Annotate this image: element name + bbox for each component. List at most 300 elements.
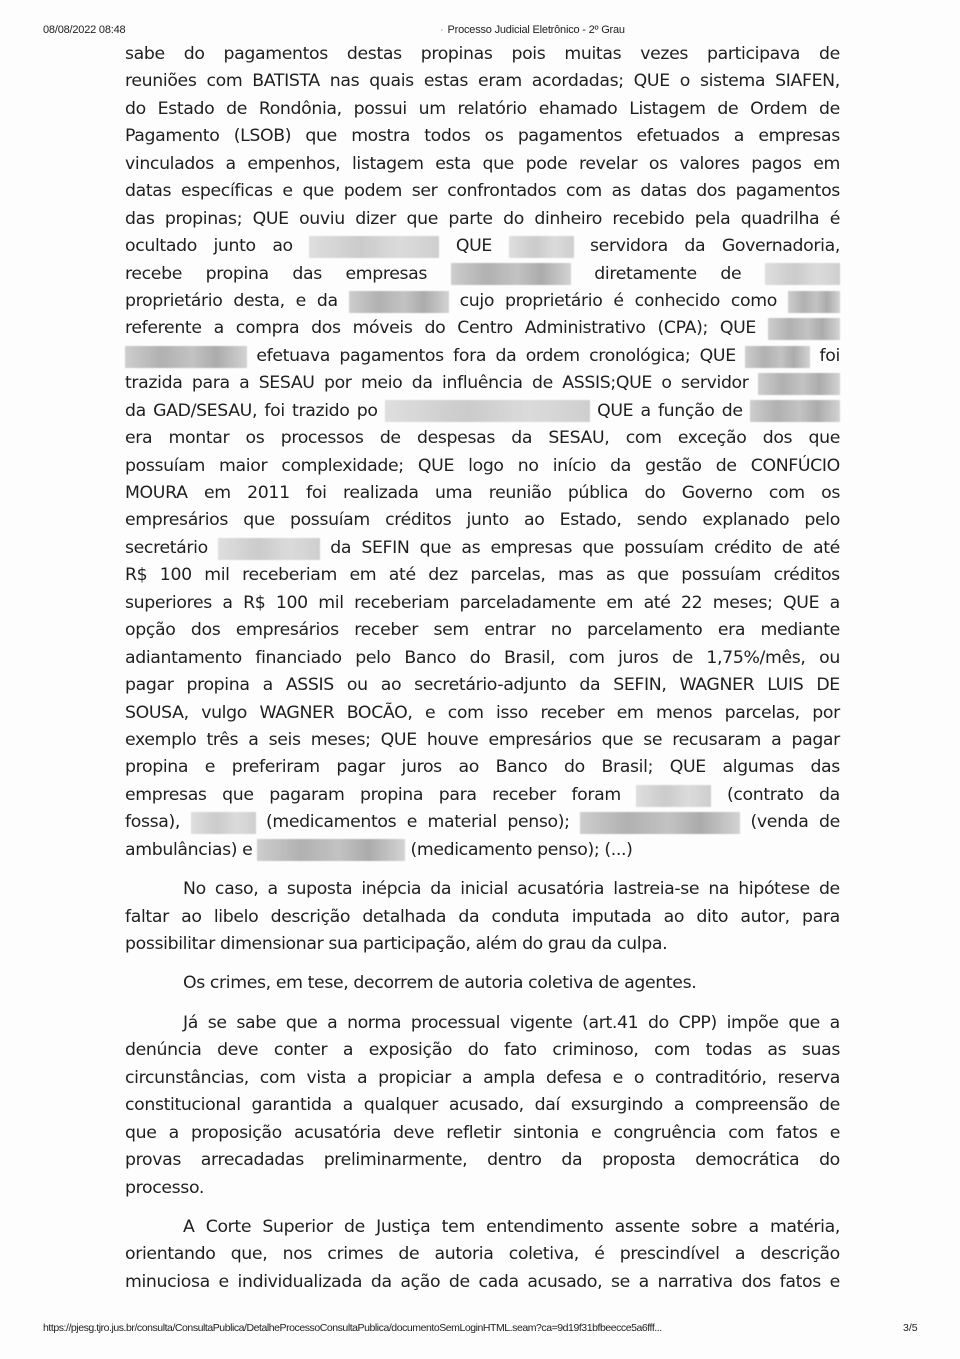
word: menos bbox=[655, 702, 713, 723]
text-line bbox=[125, 178, 840, 205]
word: superiores bbox=[125, 592, 212, 613]
word: dimensionar bbox=[220, 934, 324, 954]
word: a bbox=[168, 1122, 179, 1143]
word: a bbox=[262, 675, 273, 696]
page-header-title: · Processo Judicial Eletrônico - 2º Grau bbox=[440, 24, 625, 36]
word: o bbox=[679, 71, 690, 92]
word: (venda bbox=[750, 812, 809, 833]
word: a bbox=[342, 1040, 354, 1061]
word: estas bbox=[423, 71, 469, 92]
word: compra bbox=[235, 318, 300, 339]
word: de bbox=[721, 400, 743, 421]
word: GAD/SESAU, bbox=[153, 400, 258, 421]
word: esta bbox=[435, 153, 471, 174]
word: da bbox=[316, 290, 338, 311]
word: das bbox=[810, 757, 840, 778]
word: e bbox=[204, 757, 216, 778]
word: e bbox=[295, 290, 306, 311]
word: até bbox=[643, 592, 671, 613]
word: descrição bbox=[270, 906, 351, 927]
text-line bbox=[125, 1269, 840, 1296]
word: da bbox=[430, 879, 452, 900]
word: a bbox=[771, 729, 782, 750]
word: a bbox=[327, 1012, 338, 1033]
word: com bbox=[768, 483, 805, 503]
word: que bbox=[302, 181, 334, 202]
word: que bbox=[305, 126, 337, 147]
text-line bbox=[125, 233, 840, 260]
word: A bbox=[183, 1216, 195, 1237]
word: juros bbox=[401, 757, 442, 778]
word: SESAU bbox=[258, 373, 315, 394]
text-line bbox=[125, 782, 840, 809]
word: (LSOB) bbox=[233, 126, 292, 147]
word: do bbox=[424, 318, 446, 339]
word: caso, bbox=[214, 879, 259, 900]
word: de bbox=[379, 428, 401, 449]
word: a bbox=[734, 1244, 746, 1265]
word: SEFIN bbox=[361, 537, 410, 558]
word: todos bbox=[424, 126, 471, 147]
word: ocultado bbox=[125, 236, 197, 257]
word: pelo bbox=[804, 510, 840, 531]
word: narrativa bbox=[657, 1271, 733, 1292]
word: po bbox=[356, 400, 378, 421]
word: grau bbox=[547, 934, 587, 954]
word: da bbox=[330, 537, 352, 558]
word: sua bbox=[328, 934, 358, 954]
word: entrar bbox=[484, 620, 536, 641]
word: de bbox=[226, 98, 248, 119]
word: da bbox=[125, 400, 146, 421]
word: pagar bbox=[791, 729, 840, 750]
word: garantida bbox=[251, 1095, 332, 1116]
redacted-block bbox=[257, 839, 405, 861]
word: DE bbox=[816, 675, 840, 696]
word: a bbox=[225, 153, 236, 174]
word: foi bbox=[264, 400, 285, 421]
word: Corte bbox=[205, 1216, 252, 1237]
text-line bbox=[125, 480, 840, 507]
word: com bbox=[566, 181, 602, 202]
word: reserva bbox=[777, 1067, 840, 1088]
word: que bbox=[125, 1122, 157, 1143]
word: que bbox=[243, 510, 275, 531]
word: fora bbox=[453, 345, 487, 366]
word: defesa bbox=[545, 1067, 602, 1088]
word: de bbox=[717, 98, 739, 119]
text-line bbox=[125, 876, 840, 903]
word: Superior bbox=[262, 1216, 333, 1237]
text-line bbox=[125, 1175, 840, 1202]
word: processos bbox=[280, 428, 364, 449]
text-line bbox=[125, 672, 840, 699]
text-line bbox=[125, 645, 840, 672]
word: e bbox=[218, 1271, 229, 1292]
word: juros bbox=[618, 647, 659, 668]
word: e bbox=[242, 839, 253, 860]
word: do bbox=[819, 1150, 840, 1171]
word: até bbox=[812, 537, 840, 558]
word: participação, bbox=[362, 934, 471, 954]
word: Brasil; bbox=[601, 757, 654, 778]
word: QUE bbox=[633, 71, 670, 92]
word: função bbox=[657, 400, 715, 421]
text-line bbox=[125, 617, 840, 644]
word: destas bbox=[346, 44, 402, 64]
word: ampla bbox=[483, 1067, 536, 1088]
text-line bbox=[125, 425, 840, 452]
paragraph-spacing bbox=[125, 998, 840, 1010]
text-line bbox=[125, 1037, 840, 1064]
text-line bbox=[125, 123, 840, 150]
word: qualquer bbox=[363, 1095, 438, 1116]
word: maior bbox=[219, 455, 268, 476]
word: créditos bbox=[773, 565, 840, 586]
word: LUIS bbox=[767, 675, 804, 696]
word: parcelas, bbox=[724, 702, 800, 723]
word: propina bbox=[186, 675, 250, 696]
footer-url[interactable]: https://pjesg.tjro.jus.br/consulta/ConsultaPublica/DetalheProcessoConsultaPublica/documentoSemLoginHTML.seam?ca=9d19f31bfbeecce5a6fff... bbox=[43, 1322, 662, 1334]
redacted-block bbox=[636, 785, 711, 807]
word: proprietário bbox=[505, 290, 603, 311]
word: se bbox=[643, 729, 663, 750]
word: um bbox=[418, 98, 446, 119]
text-line bbox=[125, 837, 840, 864]
word: valores bbox=[679, 153, 740, 174]
word: participava bbox=[706, 44, 801, 64]
word: Banco bbox=[495, 757, 548, 778]
word: vulgo bbox=[201, 702, 247, 723]
redacted-block bbox=[218, 538, 320, 560]
word: tem bbox=[441, 1216, 475, 1237]
word: opção bbox=[125, 620, 176, 641]
word: pois bbox=[511, 44, 546, 64]
word: para bbox=[438, 784, 477, 805]
word: de bbox=[531, 373, 553, 394]
word: listagem bbox=[351, 153, 424, 174]
word: cronológica; bbox=[589, 345, 691, 366]
word: Listagem bbox=[629, 98, 706, 119]
word: empenhos, bbox=[247, 153, 341, 174]
word: dos bbox=[311, 318, 341, 339]
word: reuniões bbox=[125, 71, 197, 92]
word: do bbox=[522, 934, 543, 954]
word: sabe bbox=[236, 1012, 277, 1033]
redacted-block bbox=[309, 236, 439, 258]
word: ordem bbox=[525, 345, 580, 366]
word: ao bbox=[380, 675, 402, 696]
word: de bbox=[398, 1244, 420, 1265]
word: as bbox=[767, 1040, 787, 1061]
word: pagar bbox=[336, 757, 385, 778]
word: revelar bbox=[579, 153, 638, 174]
word: sistema bbox=[699, 71, 766, 92]
word: que bbox=[808, 428, 840, 449]
word: a bbox=[748, 1216, 759, 1237]
word: no bbox=[550, 620, 572, 641]
word: e bbox=[282, 181, 293, 202]
text-line bbox=[125, 535, 840, 562]
word: denúncia bbox=[125, 1040, 202, 1061]
word: adiantamento bbox=[125, 647, 242, 668]
redacted-block bbox=[191, 812, 256, 834]
word: da bbox=[411, 373, 433, 394]
word: de bbox=[598, 973, 620, 994]
word: fatos bbox=[776, 1122, 818, 1143]
paragraph bbox=[125, 41, 840, 864]
word: provas bbox=[125, 1150, 181, 1171]
word: dito bbox=[696, 906, 729, 927]
word: a bbox=[829, 592, 840, 613]
word: vigente bbox=[509, 1012, 573, 1033]
word: a bbox=[248, 729, 259, 750]
word: de bbox=[818, 98, 840, 119]
word: pelo bbox=[355, 647, 391, 668]
text-line bbox=[125, 904, 840, 931]
text-line bbox=[125, 970, 840, 997]
text-line bbox=[125, 1010, 840, 1037]
word: suposta bbox=[286, 879, 353, 900]
word: que bbox=[419, 537, 452, 558]
word: parceladamente bbox=[459, 592, 596, 613]
word: pagaram bbox=[269, 784, 345, 805]
word: exposição bbox=[368, 1040, 453, 1061]
word: com bbox=[728, 1122, 765, 1143]
word: a bbox=[267, 879, 278, 900]
word: crimes bbox=[327, 1244, 384, 1265]
word: efetuados bbox=[636, 126, 720, 147]
redacted-block bbox=[750, 400, 840, 422]
word: parcelas, bbox=[470, 565, 546, 586]
word: de bbox=[720, 263, 742, 284]
word: no bbox=[517, 455, 539, 476]
page-number: 3/5 bbox=[903, 1322, 918, 1334]
word: junto bbox=[213, 236, 256, 257]
word: BOCÃO, bbox=[346, 702, 413, 723]
word: relatório bbox=[457, 98, 527, 119]
text-line bbox=[125, 206, 840, 233]
word: democrática bbox=[695, 1150, 800, 1171]
word: pagar bbox=[125, 675, 174, 696]
word: pode bbox=[525, 153, 568, 174]
word: despesas bbox=[416, 428, 495, 449]
word: de bbox=[438, 973, 460, 994]
word: em bbox=[616, 702, 644, 723]
text-line bbox=[125, 1092, 840, 1119]
word: em bbox=[203, 483, 231, 503]
word: ser bbox=[411, 181, 438, 202]
word: dos bbox=[696, 181, 726, 202]
word: QUE bbox=[380, 729, 417, 750]
word: acusado, bbox=[448, 1095, 524, 1116]
word: as bbox=[461, 537, 481, 558]
word: dizer bbox=[355, 208, 397, 229]
word: individualizada bbox=[237, 1271, 363, 1292]
text-line bbox=[125, 507, 840, 534]
word: em bbox=[813, 153, 840, 174]
word: a bbox=[638, 1271, 649, 1292]
word: de bbox=[818, 1095, 840, 1116]
word: para bbox=[802, 906, 840, 927]
word: propina bbox=[205, 263, 269, 284]
word: das bbox=[292, 263, 322, 284]
redacted-block bbox=[745, 346, 810, 368]
word: mas bbox=[557, 565, 594, 586]
word: possuíam bbox=[125, 455, 205, 476]
paragraph-spacing bbox=[125, 864, 840, 876]
paragraph bbox=[125, 970, 840, 997]
word: Brasil, bbox=[503, 647, 556, 668]
word: montar bbox=[168, 428, 230, 449]
word: diretamente bbox=[594, 263, 697, 284]
word: e bbox=[406, 812, 418, 833]
word: créditos bbox=[385, 510, 452, 531]
word: da bbox=[370, 1271, 392, 1292]
word: Estado bbox=[157, 98, 215, 119]
word: com bbox=[206, 71, 243, 92]
word: fossa), bbox=[125, 812, 181, 833]
text-line bbox=[125, 151, 840, 178]
word: conduta bbox=[491, 906, 560, 927]
word: do bbox=[564, 757, 585, 778]
word: desta, bbox=[233, 290, 285, 311]
word: propiciar bbox=[378, 1067, 452, 1088]
word: SESAU, bbox=[548, 428, 610, 449]
word: preliminarmente, bbox=[323, 1150, 468, 1171]
text-line bbox=[125, 1214, 840, 1241]
word: sabe bbox=[125, 44, 165, 64]
word: é bbox=[594, 1244, 605, 1265]
word: hipótese bbox=[738, 879, 810, 900]
word: ao bbox=[272, 236, 293, 257]
word: ambulâncias) bbox=[125, 839, 238, 860]
word: constitucional bbox=[125, 1095, 241, 1116]
word: conter bbox=[273, 1040, 328, 1061]
word: matéria, bbox=[769, 1216, 840, 1237]
word: por bbox=[812, 702, 840, 723]
text-line bbox=[125, 398, 840, 425]
word: meses; bbox=[310, 729, 371, 750]
word: na bbox=[708, 879, 730, 900]
word: início bbox=[552, 455, 597, 476]
word: arrecadadas bbox=[200, 1150, 304, 1171]
paragraph bbox=[125, 876, 840, 958]
word: ao bbox=[663, 906, 685, 927]
word: que bbox=[222, 784, 254, 805]
text-line bbox=[125, 343, 840, 370]
word: Os bbox=[183, 973, 205, 994]
word: crédito bbox=[714, 537, 772, 558]
word: trazida bbox=[125, 373, 183, 394]
word: e bbox=[829, 1122, 840, 1143]
word: processual bbox=[410, 1012, 501, 1033]
word: acusado, bbox=[527, 1271, 603, 1292]
word: mostra bbox=[351, 126, 410, 147]
word: do bbox=[467, 1040, 489, 1061]
word: ao bbox=[181, 906, 202, 927]
word: pagos bbox=[751, 153, 802, 174]
redacted-block bbox=[580, 812, 740, 834]
word: quais bbox=[369, 71, 414, 92]
redacted-block bbox=[451, 263, 571, 285]
word: ao bbox=[524, 510, 545, 531]
word: autoria bbox=[464, 973, 524, 994]
word: descrição bbox=[760, 1244, 840, 1265]
word: entendimento bbox=[486, 1216, 604, 1237]
word: da bbox=[610, 455, 632, 476]
redacted-block bbox=[765, 263, 840, 285]
word: prescindível bbox=[619, 1244, 720, 1265]
word: a bbox=[673, 1095, 685, 1116]
word: meses; bbox=[712, 592, 773, 613]
word: empresas bbox=[345, 263, 428, 284]
word: No bbox=[183, 879, 206, 900]
word: empresários bbox=[235, 620, 339, 641]
paragraph-spacing bbox=[125, 1202, 840, 1214]
word: criminoso, bbox=[552, 1040, 639, 1061]
word: propina bbox=[360, 784, 424, 805]
word: é bbox=[613, 290, 624, 311]
word: acusatória bbox=[517, 879, 605, 900]
word: do bbox=[183, 44, 205, 64]
word: dentro bbox=[487, 1150, 542, 1171]
word: (contrato bbox=[727, 784, 804, 805]
word: inépcia bbox=[361, 879, 422, 900]
word: com bbox=[625, 428, 662, 449]
word: coletiva bbox=[528, 973, 594, 994]
word: confrontados bbox=[447, 181, 557, 202]
word: QUE bbox=[417, 455, 455, 476]
word: exemplo bbox=[125, 729, 197, 750]
word: ou bbox=[346, 675, 368, 696]
word: realizada bbox=[342, 483, 419, 503]
word: nas bbox=[329, 71, 360, 92]
word: sintonia bbox=[513, 1122, 579, 1143]
word: Rondônia, bbox=[258, 98, 342, 119]
word: dinheiro bbox=[534, 208, 602, 229]
word: é bbox=[829, 208, 840, 229]
word: WAGNER bbox=[259, 702, 335, 723]
word: podem bbox=[343, 181, 402, 202]
word: a bbox=[213, 318, 224, 339]
word: detalhada bbox=[362, 906, 447, 927]
word: vista bbox=[306, 1067, 347, 1088]
word: receberiam bbox=[354, 592, 450, 613]
word: 22 bbox=[680, 592, 703, 613]
word: a bbox=[829, 1012, 840, 1033]
word: o bbox=[633, 1067, 645, 1088]
word: eram bbox=[478, 71, 522, 92]
word: da bbox=[561, 1150, 583, 1171]
word: a bbox=[640, 400, 651, 421]
word: por bbox=[323, 373, 352, 394]
word: recebido bbox=[612, 208, 685, 229]
word: BATISTA bbox=[252, 71, 320, 92]
word: orientando bbox=[125, 1244, 216, 1265]
word: empresários bbox=[488, 729, 592, 750]
word: das bbox=[125, 208, 155, 229]
word: houve bbox=[426, 729, 479, 750]
word: Banco bbox=[404, 647, 457, 668]
word: explanado bbox=[702, 510, 790, 531]
word: (medicamentos bbox=[265, 812, 397, 833]
document-body bbox=[125, 41, 840, 1296]
word: exceção bbox=[677, 428, 747, 449]
text-line bbox=[125, 1065, 840, 1092]
word: receber bbox=[354, 620, 419, 641]
word: meio bbox=[360, 373, 403, 394]
